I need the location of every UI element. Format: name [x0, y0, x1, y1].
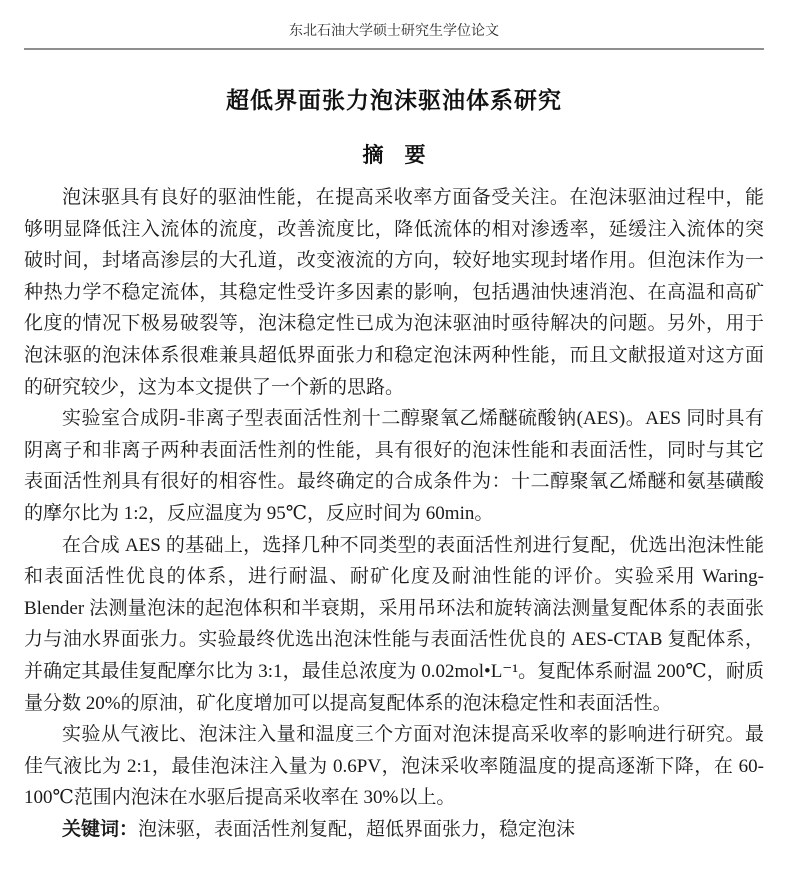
abstract-body [0, 182, 788, 845]
abstract-paragraph-2: 实验室合成阴-非离子型表面活性剂十二醇聚氧乙烯醚硫酸钠(AES)。AES 同时具有阴离子和非离子两种表面活性剂的性能，具有很好的泡沫性能和表面活性，同时与其它表面活性剂具有很好的相容性。最终确定的合成条件为：十二醇聚氧乙烯醚和氨基磺酸的摩尔比为 1:2，反应温度为 95℃，反应时间为 60min。 [24, 408, 764, 524]
abstract-paragraph-4: 实验从气液比、泡沫注入量和温度三个方面对泡沫提高采收率的影响进行研究。最佳气液比为 2:1，最佳泡沫注入量为 0.6PV，泡沫采收率随温度的提高逐渐下降，在 60-100℃范围内泡沫在水驱后提高采收率在 30%以上。 [24, 724, 764, 809]
abstract-heading: 摘 要 [362, 143, 426, 167]
running-header: 东北石油大学硕士研究生学位论文 [289, 24, 499, 39]
abstract-paragraph-1: 泡沫驱具有良好的驱油性能，在提高采收率方面备受关注。在泡沫驱油过程中，能够明显降低注入流体的流度，改善流度比，降低流体的相对渗透率，延缓注入流体的突破时间，封堵高渗层的大孔道，改变液流的方向，较好地实现封堵作用。但泡沫作为一种热力学不稳定流体，其稳定性受许多因素的影响，包括遇油快速消泡、在高温和高矿化度的情况下极易破裂等，泡沫稳定性已成为泡沫驱油时亟待解决的问题。另外，用于泡沫驱的泡沫体系很难兼具超低界面张力和稳定泡沫两种性能，而且文献报道对这方面的研究较少，这为本文提供了一个新的思路。 [24, 187, 764, 398]
keywords-label: 关键词： [62, 818, 139, 840]
keywords-line [24, 814, 764, 846]
document-title: 超低界面张力泡沫驱油体系研究 [226, 88, 562, 113]
keywords-text: 泡沫驱，表面活性剂复配，超低界面张力，稳定泡沫 [138, 818, 576, 840]
header-divider [24, 48, 764, 50]
abstract-paragraph-3: 在合成 AES 的基础上，选择几种不同类型的表面活性剂进行复配，优选出泡沫性能和表面活性优良的体系，进行耐温、耐矿化度及耐油性能的评价。实验采用 Waring-Blender 法测量泡沫的起泡体积和半衰期，采用吊环法和旋转滴法测量复配体系的表面张力与油水界面张力。实验最终优选出泡沫性能与表面活性优良的 AES-CTAB 复配体系，并确定其最佳复配摩尔比为 3:1，最佳总浓度为 0.02mol•L⁻¹。复配体系耐温 200℃，耐质量分数 20%的原油，矿化度增加可以提高复配体系的泡沫稳定性和表面活性。 [24, 534, 764, 714]
